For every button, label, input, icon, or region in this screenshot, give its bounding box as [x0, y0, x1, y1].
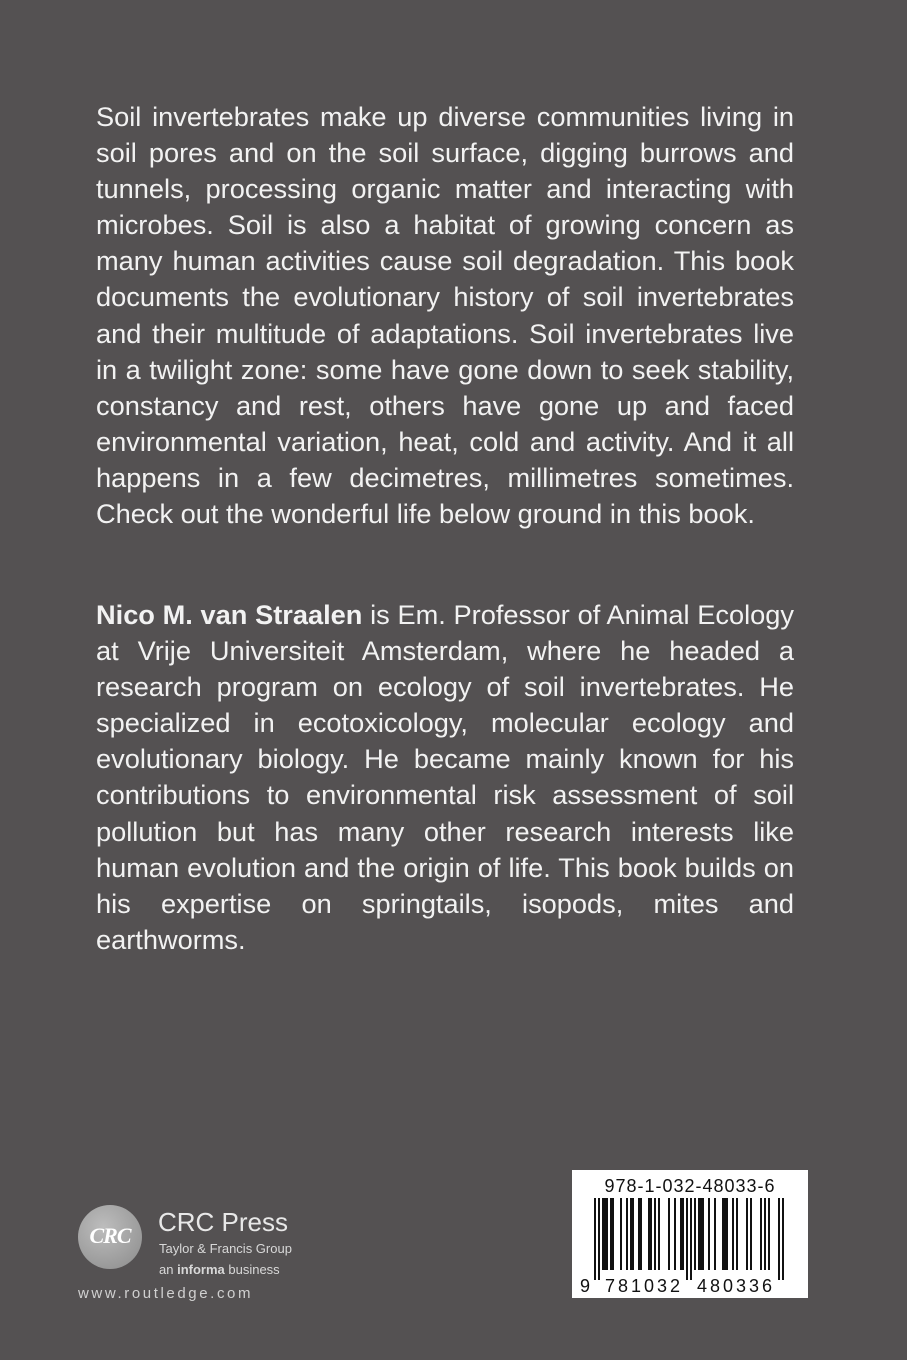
book-description-paragraph: Soil invertebrates make up diverse communities living in soil pores and on the soil surface, digging burrows and tunnels, processing organic matter and interacting with microbes. Soil is also a habitat of growing concern as many human activities cause soil degradation. This book documents the evolutionary history of soil invertebrates and their multitude of adaptations. Soil invertebrates live in a twilight zone: some have gone down to seek stability, constancy and rest, others have gone up and faced environmental variation, heat, cold and activity. And it all happens in a few decimetres, millimetres sometimes. Check out the wonderful life below ground in this book.	[96, 101, 794, 530]
barcode-bar	[606, 1198, 608, 1270]
barcode-bar	[668, 1198, 670, 1270]
barcode-bar	[680, 1198, 682, 1270]
barcode-bar	[632, 1198, 634, 1270]
isbn-number: 978-1-032-48033-6	[604, 1176, 776, 1196]
barcode-bar	[726, 1198, 728, 1270]
crc-logo-letters: CRC	[89, 1223, 131, 1248]
barcode-bar	[714, 1198, 716, 1270]
barcode-bar	[650, 1198, 652, 1270]
barcode-bar	[620, 1198, 622, 1270]
barcode-bar	[626, 1198, 628, 1270]
informa-suffix: business	[224, 1262, 280, 1277]
crc-logo-icon	[78, 1205, 142, 1269]
barcode-bar	[760, 1198, 762, 1270]
publisher-informa-line	[159, 1262, 280, 1277]
barcode-bar	[700, 1198, 702, 1270]
barcode-bar	[658, 1198, 660, 1270]
publisher-name: CRC Press	[158, 1207, 289, 1237]
informa-bold: informa	[177, 1262, 225, 1277]
barcode-bar	[690, 1198, 692, 1280]
barcode-bar	[640, 1198, 642, 1270]
author-name: Nico M. van Straalen	[96, 599, 363, 630]
barcode-bar	[630, 1198, 632, 1270]
barcode-bar	[604, 1198, 606, 1270]
barcode-bar	[638, 1198, 640, 1270]
isbn-barcode	[572, 1170, 808, 1298]
barcode-digit-first: 9	[580, 1276, 591, 1296]
barcode-bar	[778, 1198, 780, 1280]
barcode-bar	[648, 1198, 650, 1270]
barcode-bar	[598, 1198, 600, 1280]
publisher-group: Taylor & Francis Group	[159, 1241, 292, 1256]
publisher-logo	[78, 1205, 318, 1315]
barcode-bar	[724, 1198, 726, 1270]
barcode-bar	[768, 1198, 770, 1270]
barcode-bar	[732, 1198, 734, 1270]
author-bio-paragraph	[96, 597, 794, 958]
barcode-bar	[610, 1198, 612, 1270]
barcode-bar	[686, 1198, 688, 1280]
barcode-bar	[782, 1198, 784, 1280]
author-bio-text: is Em. Professor of Animal Ecology at Vrije Universiteit Amsterdam, where he headed a research program on ecology of soil invertebrates. He specialized in ecotoxicology, molecular ecology and evolutionary biology. He became mainly known for his contributions to environmental risk assessment of soil pollution but has many other research interests like human evolution and the origin of life. This book builds on his expertise on springtails, isopods, mites and earthworms.	[96, 599, 794, 955]
barcode-bar	[674, 1198, 676, 1270]
barcode-bar	[722, 1198, 724, 1270]
barcode-bar	[654, 1198, 656, 1270]
barcode-bar	[612, 1198, 614, 1270]
barcode-bar	[698, 1198, 700, 1270]
barcode-bar	[746, 1198, 748, 1270]
informa-prefix: an	[159, 1262, 178, 1277]
barcode-digits-right: 480336	[696, 1276, 776, 1296]
barcode-bars	[572, 1170, 808, 1298]
barcode-bar	[694, 1198, 696, 1270]
barcode-bar	[750, 1198, 752, 1270]
barcode-bar	[736, 1198, 738, 1270]
barcode-bar	[682, 1198, 684, 1270]
barcode-bar	[764, 1198, 766, 1270]
barcode-digits-left: 781032	[604, 1276, 684, 1296]
barcode-bar	[602, 1198, 604, 1270]
publisher-website: www.routledge.com	[78, 1285, 254, 1302]
barcode-bar	[708, 1198, 710, 1270]
barcode-bar	[702, 1198, 704, 1270]
barcode-bar	[594, 1198, 596, 1280]
